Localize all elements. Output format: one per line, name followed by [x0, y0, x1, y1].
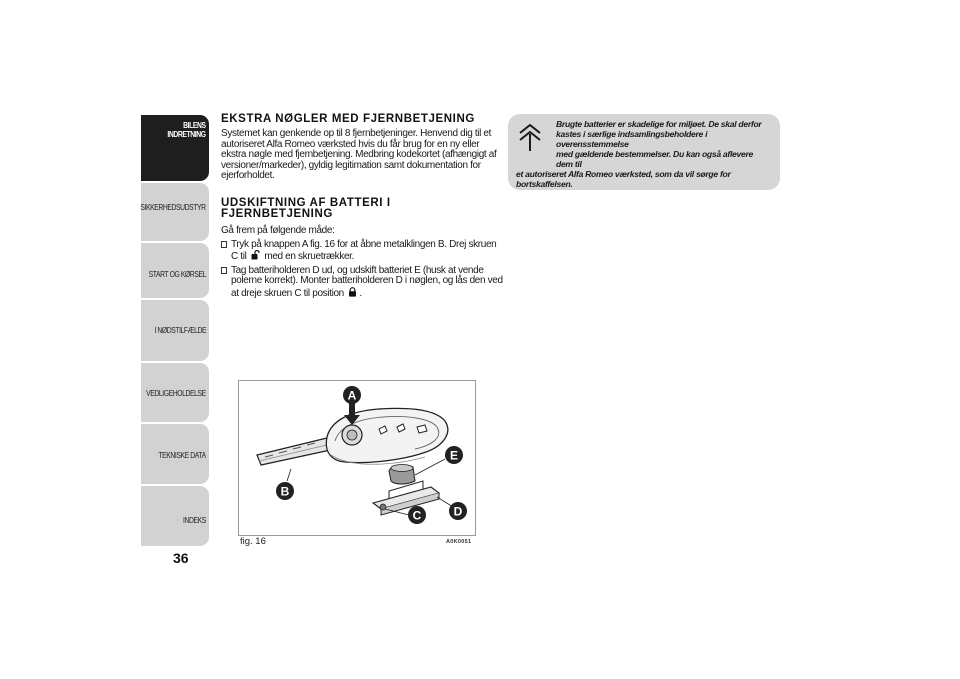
main-column	[221, 114, 503, 303]
svg-text:C: C	[412, 508, 422, 523]
tab-tekniske-data[interactable]	[141, 424, 209, 484]
svg-text:B: B	[280, 484, 290, 499]
list-item	[221, 240, 503, 263]
section-intro: Gå frem på følgende måde:	[221, 224, 335, 236]
tab-sikkerhedsudstyr[interactable]	[141, 183, 209, 241]
tab-label: TEKNISKE DATA	[158, 450, 206, 460]
section-heading: UDSKIFTNING AF BATTERI I FJERNBETJENING	[221, 196, 391, 220]
tab-label: I NØDSTILFÆLDE	[154, 325, 206, 335]
tab-label: INDEKS	[183, 515, 206, 525]
svg-text:D: D	[453, 504, 463, 519]
warning-text	[516, 119, 770, 189]
tab-label: VEDLIGEHOLDELSE	[146, 388, 206, 398]
checkbox-bullet-icon	[221, 267, 227, 274]
warning-line: med gældende bestemmelser. Du kan også aflevere dem til	[556, 149, 754, 169]
tab-label: SIKKERHEDSUDSTYR	[140, 202, 206, 212]
callout-c	[408, 506, 426, 524]
tab-vedligeholdelse[interactable]	[141, 363, 209, 422]
warning-line: kastes i særlige indsamlingsbeholdere i overensstemmelse	[556, 129, 708, 149]
section-paragraph: Systemet kan genkende op til 8 fjernbetjeninger. Henvend dig til et autoriseret Alfa Romeo værksted hvis du får brug for en ny eller ekstra nøgle med fjernbetjening. Medbring kodekortet (afhængigt af versioner/markeder), gyldig legitimation samt dokumentation for ejerforholdet.	[221, 128, 497, 182]
page-number: 36	[173, 550, 189, 566]
callout-d	[449, 502, 467, 520]
environment-warning-box	[508, 114, 780, 190]
checkbox-bullet-icon	[221, 241, 227, 248]
tab-bilens-indretning[interactable]	[141, 115, 209, 181]
warning-line: Brugte batterier er skadelige for miljøet. De skal derfor	[556, 119, 762, 129]
steps-list	[221, 240, 503, 300]
key-drawing	[239, 381, 475, 535]
tab-label: START OG KØRSEL	[148, 269, 206, 279]
figure-caption: fig. 16	[240, 536, 266, 547]
unlock-icon	[251, 250, 260, 260]
warning-line: et autoriseret Alfa Romeo værksted, som da vil sørge for bortskaffelsen.	[516, 169, 731, 189]
figure-code: A0K0051	[446, 539, 472, 545]
tab-start-og-korsel[interactable]	[141, 243, 209, 298]
list-item	[221, 266, 503, 300]
svg-text:A: A	[347, 388, 357, 403]
callout-a	[343, 386, 361, 404]
section-heading: EKSTRA NØGLER MED FJERNBETJENING	[221, 113, 475, 125]
step-text: med en skruetrækker.	[261, 251, 355, 263]
step-text: Tryk på knappen A fig. 16 for at åbne metalklingen B. Drej skruen C til	[231, 238, 497, 263]
svg-text:E: E	[449, 448, 459, 463]
key-body	[326, 408, 447, 464]
callout-b	[276, 482, 294, 500]
tab-i-nodstilfaelde[interactable]	[141, 300, 209, 361]
key-illustration	[238, 380, 476, 536]
step-text: Tag batteriholderen D ud, og udskift batteriet E (husk at vende polerne korrekt). Monter batteriholderen D i nøglen, og lås den ved at dreje skruen C til position	[231, 264, 503, 299]
tab-indeks[interactable]	[141, 486, 209, 546]
step-text: .	[359, 287, 362, 299]
callout-e	[445, 446, 463, 464]
tab-label: BILENS INDRETNING	[167, 120, 206, 139]
battery-part	[389, 465, 415, 485]
metal-blade	[257, 437, 335, 465]
lock-icon	[348, 287, 357, 297]
